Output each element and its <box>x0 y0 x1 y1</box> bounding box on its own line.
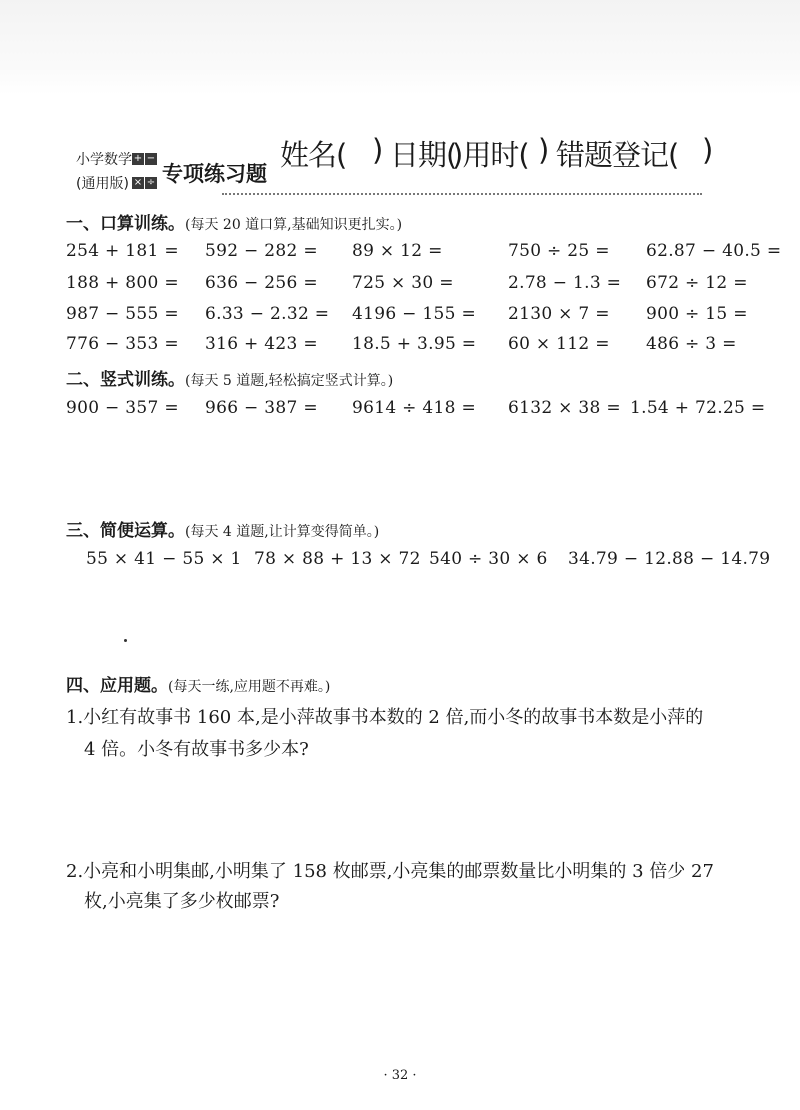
oral-problem: 2130 × 7 = <box>508 304 610 324</box>
oral-problem: 987 − 555 = <box>66 304 179 324</box>
name-field-label: 姓名( <box>280 138 347 172</box>
oral-problem: 60 × 112 = <box>508 334 610 354</box>
section-2-heading: 二、竖式训练。 <box>66 370 185 390</box>
section-3-heading: 三、简便运算。 <box>66 521 185 541</box>
oral-problem: 18.5 + 3.95 = <box>352 334 477 354</box>
section-1-note: (每天 20 道口算,基础知识更扎实。) <box>185 217 403 233</box>
word-problem-2-line-2: 枚,小亮集了多少枚邮票? <box>84 891 280 912</box>
scan-speck <box>124 639 127 642</box>
oral-problem: 900 ÷ 15 = <box>646 304 748 324</box>
header-divider <box>222 193 702 195</box>
oral-problem: 89 × 12 = <box>352 241 443 261</box>
simplify-problem: 540 ÷ 30 × 6 <box>429 549 548 569</box>
oral-problem: 750 ÷ 25 = <box>508 241 610 261</box>
plus-icon: + <box>133 153 143 164</box>
word-problem-1-line-1: 1.小红有故事书 160 本,是小萍故事书本数的 2 倍,而小冬的故事书本数是小萍的 <box>66 707 704 728</box>
time-field-label: )用时( <box>452 138 529 172</box>
date-field-label: 日期( <box>390 138 457 172</box>
vertical-problem: 966 − 387 = <box>205 398 318 418</box>
time-field-close: ) <box>538 133 549 167</box>
errors-field-label: 错题登记( <box>556 138 679 172</box>
oral-problem: 6.33 − 2.32 = <box>205 304 330 324</box>
vertical-problem: 900 − 357 = <box>66 398 179 418</box>
oral-problem: 672 ÷ 12 = <box>646 273 748 293</box>
word-problem-2-line-1: 2.小亮和小明集邮,小明集了 158 枚邮票,小亮集的邮票数量比小明集的 3 倍少 27 <box>66 861 714 882</box>
brand-title: 专项练习题 <box>162 162 267 186</box>
section-2-note: (每天 5 道题,轻松搞定竖式计算。) <box>185 373 394 389</box>
oral-problem: 62.87 − 40.5 = <box>646 241 782 261</box>
simplify-problem: 34.79 − 12.88 − 14.79 <box>568 549 771 569</box>
scan-top-shade <box>0 0 800 95</box>
page-number: · 32 · <box>383 1068 417 1083</box>
section-4-title <box>66 671 330 696</box>
times-icon: × <box>133 177 143 188</box>
word-problem-1-line-2: 4 倍。小冬有故事书多少本? <box>84 739 309 760</box>
simplify-problem: 78 × 88 + 13 × 72 <box>254 549 421 569</box>
divide-icon: ÷ <box>146 177 156 188</box>
brand-operator-icons <box>132 150 158 194</box>
errors-field-close: ) <box>702 133 713 167</box>
oral-problem: 725 × 30 = <box>352 273 454 293</box>
minus-icon: − <box>146 153 156 164</box>
vertical-problem: 6132 × 38 = <box>508 398 621 418</box>
brand-line-1: 小学数学 <box>76 152 132 168</box>
simplify-problem: 55 × 41 − 55 × 1 <box>86 549 242 569</box>
name-field-close: ) <box>372 133 383 167</box>
oral-problem: 2.78 − 1.3 = <box>508 273 622 293</box>
section-1-title <box>66 209 402 234</box>
oral-problem: 316 + 423 = <box>205 334 318 354</box>
brand-line-2: (通用版) <box>76 176 129 192</box>
section-2-title <box>66 365 393 390</box>
oral-problem: 188 + 800 = <box>66 273 179 293</box>
section-3-title <box>66 516 379 541</box>
oral-problem: 776 − 353 = <box>66 334 179 354</box>
oral-problem: 254 + 181 = <box>66 241 179 261</box>
section-1-heading: 一、口算训练。 <box>66 214 185 234</box>
oral-problem: 4196 − 155 = <box>352 304 477 324</box>
oral-problem: 592 − 282 = <box>205 241 318 261</box>
section-4-heading: 四、应用题。 <box>66 676 168 696</box>
section-4-note: (每天一练,应用题不再难。) <box>168 679 331 695</box>
vertical-problem: 1.54 + 72.25 = <box>630 398 766 418</box>
vertical-problem: 9614 ÷ 418 = <box>352 398 477 418</box>
section-3-note: (每天 4 道题,让计算变得简单。) <box>185 524 380 540</box>
oral-problem: 636 − 256 = <box>205 273 318 293</box>
oral-problem: 486 ÷ 3 = <box>646 334 737 354</box>
